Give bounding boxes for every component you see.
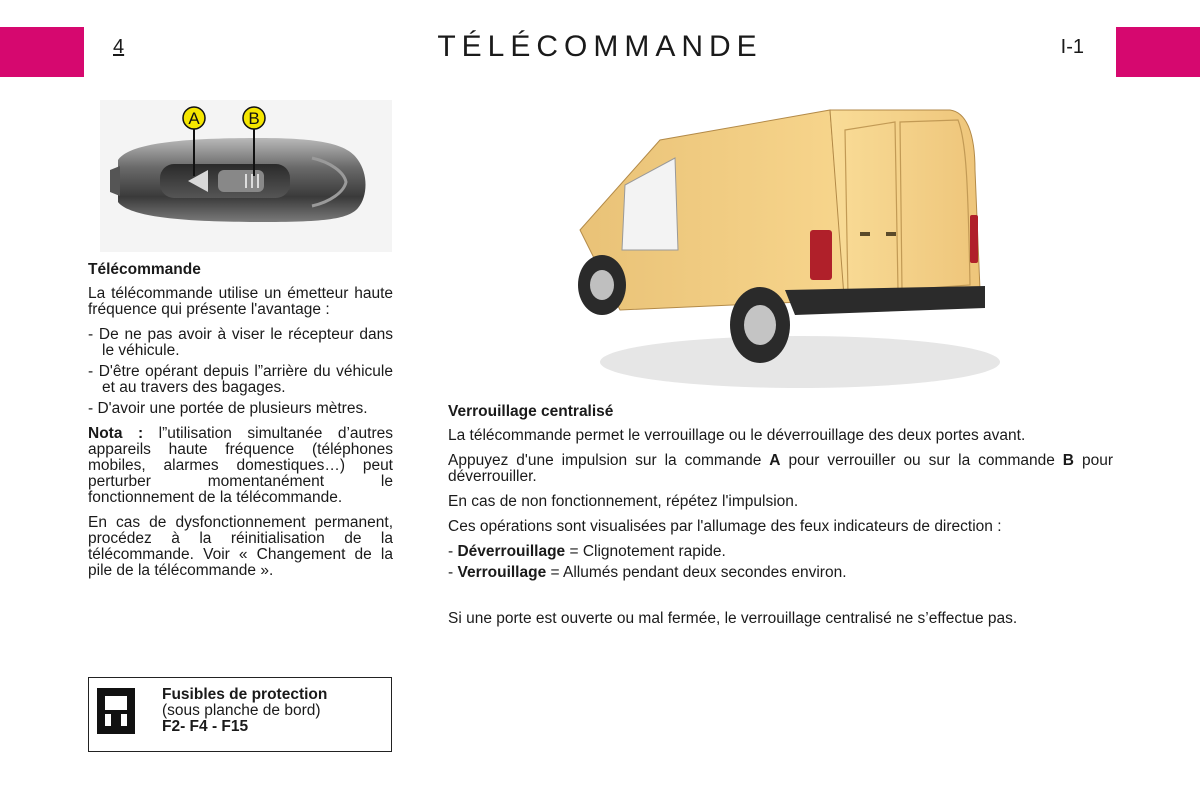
text-span: Appuyez d'une impulsion sur la commande bbox=[448, 452, 770, 469]
remote-key-illustration bbox=[100, 100, 392, 252]
fuse-location: (sous planche de bord) bbox=[162, 702, 321, 719]
left-column bbox=[88, 262, 393, 588]
fuse-codes: F2- F4 - F15 bbox=[162, 718, 249, 735]
label-b: B bbox=[248, 109, 260, 128]
button-a-ref: A bbox=[769, 452, 781, 469]
page-number: 4 bbox=[113, 36, 125, 58]
indicator-intro: Ces opérations sont visualisées par l'allumage des feux indicateurs de direction : bbox=[448, 518, 1002, 535]
advantages-list bbox=[88, 327, 393, 417]
lock-text: = Allumés pendant deux secondes environ. bbox=[546, 564, 847, 581]
label-a: A bbox=[188, 109, 200, 128]
section-heading-central-locking: Verrouillage centralisé bbox=[448, 403, 614, 420]
fuse-box-icon bbox=[97, 688, 135, 734]
fuse-title: Fusibles de protection bbox=[162, 686, 328, 703]
right-column bbox=[448, 404, 1113, 636]
button-b-ref: B bbox=[1062, 452, 1074, 469]
lock-label: Verrouillage bbox=[457, 564, 547, 581]
locking-intro: La télécommande permet le verrouillage ou le déverrouillage des deux portes avant. bbox=[448, 427, 1026, 444]
nota-paragraph bbox=[88, 426, 393, 506]
section-code: I-1 bbox=[1060, 36, 1084, 58]
dash: - bbox=[448, 564, 458, 581]
retry-instruction: En cas de non fonctionnement, répétez l'impulsion. bbox=[448, 493, 799, 510]
indicator-list bbox=[448, 544, 1113, 581]
remote-intro: La télécommande utilise un émetteur haute fréquence qui présente l'avantage : bbox=[88, 285, 393, 318]
malfunction-paragraph: En cas de dysfonctionnement permanent, procédez à la réinitialisation de la télécommande. Voir « Changement de la pile de la télécommande ». bbox=[88, 514, 393, 579]
door-open-note: Si une porte est ouverte ou mal fermée, le verrouillage centralisé ne s’effectue pas. bbox=[448, 610, 1018, 627]
text-span: pour verrouiller ou sur la commande bbox=[780, 452, 1063, 469]
list-item: - D'être opérant depuis l”arrière du véhicule et au travers des bagages. bbox=[88, 363, 393, 396]
list-item: - D'avoir une portée de plusieurs mètres. bbox=[88, 400, 368, 417]
text-span: pour déverrouiller. bbox=[448, 452, 1113, 485]
button-instructions bbox=[448, 453, 1113, 485]
list-item bbox=[448, 565, 1113, 581]
nota-label: Nota : bbox=[88, 425, 144, 442]
fuse-info-box bbox=[88, 677, 392, 752]
van-illustration bbox=[560, 100, 1000, 400]
dash: - bbox=[448, 543, 458, 560]
list-item: - De ne pas avoir à viser le récepteur dans le véhicule. bbox=[88, 326, 393, 359]
nota-text: l”utilisation simultanée d’autres appareils haute fréquence (téléphones mobiles, alarmes domestiques…) peut perturber momentanément le fonctionnement de la télécommande. bbox=[88, 425, 393, 506]
page-title: TÉLÉCOMMANDE bbox=[437, 30, 763, 63]
list-item bbox=[448, 544, 1113, 560]
unlock-text: = Clignotement rapide. bbox=[565, 543, 726, 560]
unlock-label: Déverrouillage bbox=[457, 543, 566, 560]
section-heading-remote: Télécommande bbox=[88, 261, 201, 278]
